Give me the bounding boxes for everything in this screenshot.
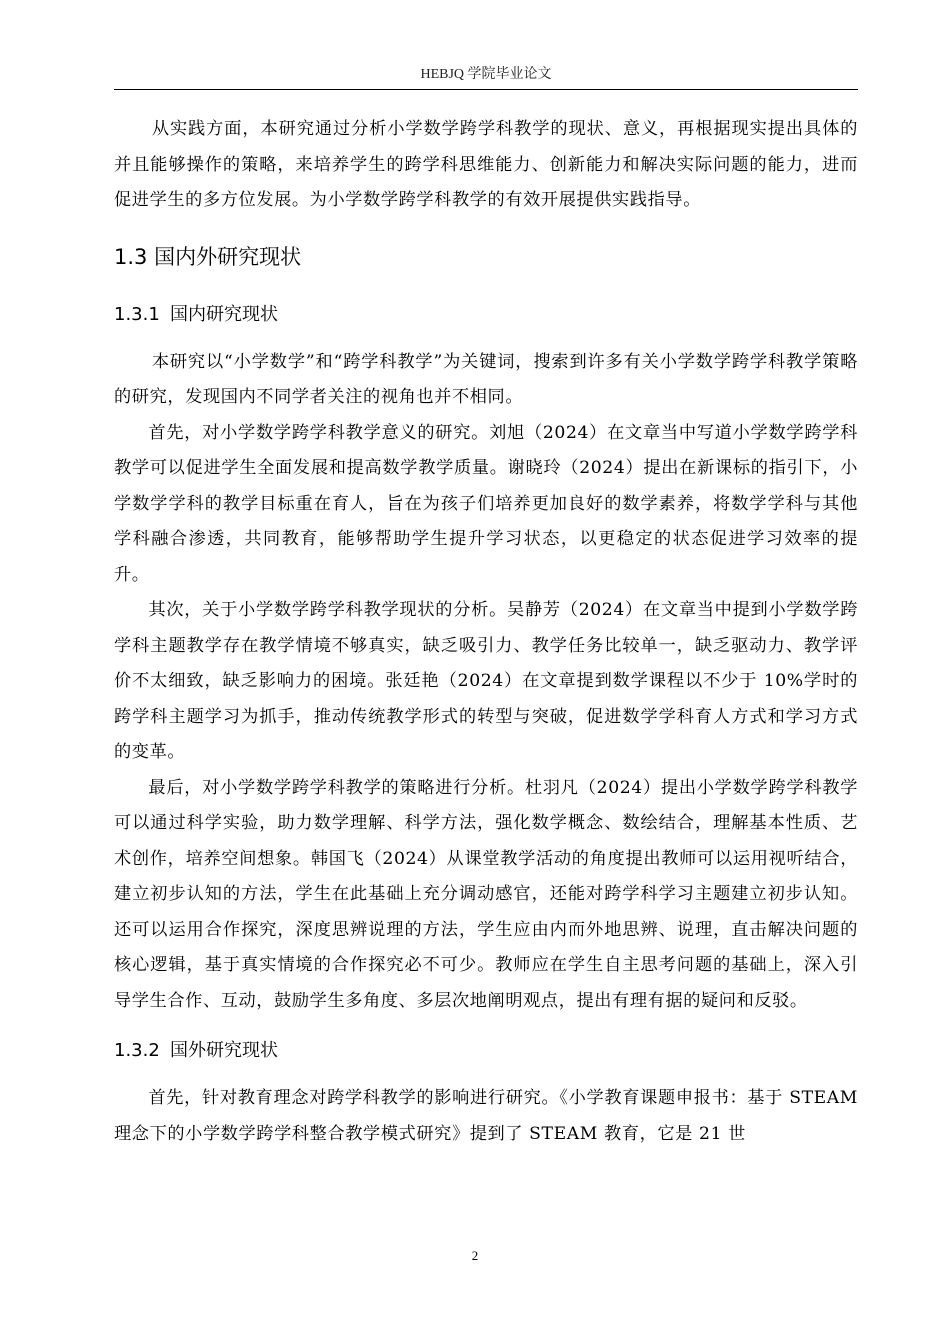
paragraph-domestic-significance: 首先，对小学数学跨学科教学意义的研究。刘旭（2024）在文章当中写道小学数学跨学科教学可以促进学生全面发展和提高数学教学质量。谢晓玲（2024）提出在新课标的指引下，小学数学学科的教学目标重在育人，旨在为孩子们培养更加良好的数学素养，将数学学科与其他学科融合渗透，共同教育，能够帮助学生提升学习状态，以更稳定的状态促进学习效率的提升。: [114, 422, 858, 585]
page-number: 2: [471, 1248, 479, 1263]
paragraph-practice-significance: 从实践方面，本研究通过分析小学数学跨学科教学的现状、意义，再根据现实提出具体的并且能够操作的策略，来培养学生的跨学科思维能力、创新能力和解决实际问题的能力，进而促进学生的多方位发展。为小学数学跨学科教学的有效开展提供实践指导。: [114, 119, 858, 210]
running-header: HEBJQ 学院毕业论文: [420, 67, 552, 82]
subsection-heading-1-3-1: [114, 293, 858, 345]
subsection-title: 国外研究现状: [170, 1040, 278, 1061]
subsection-number: 1.3.2: [114, 1040, 160, 1061]
paragraph-domestic-status: 其次，关于小学数学跨学科教学现状的分析。吴静芳（2024）在文章当中提到小学数学跨学科主题教学存在教学情境不够真实，缺乏吸引力、教学任务比较单一，缺乏驱动力、教学评价不太细致，缺乏影响力的困境。张廷艳（2024）在文章提到数学课程以不少于 10%学时的跨学科主题学习为抓手，推动传统教学形式的转型与突破，促进数学学科育人方式和学习方式的变革。: [114, 600, 858, 762]
paragraph-foreign-concept: 首先，针对教育理念对跨学科教学的影响进行研究。《小学教育课题申报书：基于 STEAM 理念下的小学数学跨学科整合教学模式研究》提到了 STEAM 教育，它是 21 世: [114, 1088, 858, 1144]
section-heading-1-3: 1.3 国内外研究现状: [114, 244, 302, 269]
subsection-heading-1-3-2: [114, 1029, 858, 1081]
header-divider: [114, 89, 858, 90]
subsection-number: 1.3.1: [114, 303, 160, 325]
paragraph-domestic-intro: 本研究以“小学数学”和“跨学科教学”为关键词，搜索到许多有关小学数学跨学科教学策略的研究，发现国内不同学者关注的视角也并不相同。: [114, 351, 858, 407]
paragraph-domestic-strategy: 最后，对小学数学跨学科教学的策略进行分析。杜羽凡（2024）提出小学数学跨学科教学可以通过科学实验，助力数学理解、科学方法，强化数学概念、数绘结合，理解基本性质、艺术创作，培养空间想象。韩国飞（2024）从课堂教学活动的角度提出教师可以运用视听结合，建立初步认知的方法，学生在此基础上充分调动感官，还能对跨学科学习主题建立初步认知。还可以运用合作探究，深度思辨说理的方法，学生应由内而外地思辨、说理，直击解决问题的核心逻辑，基于真实情境的合作探究必不可少。教师应在学生自主思考问题的基础上，深入引导学生合作、互动，鼓励学生多角度、多层次地阐明观点，提出有理有据的疑问和反驳。: [114, 777, 858, 1011]
subsection-title: 国内研究现状: [170, 303, 278, 325]
page-body: [114, 112, 858, 1152]
